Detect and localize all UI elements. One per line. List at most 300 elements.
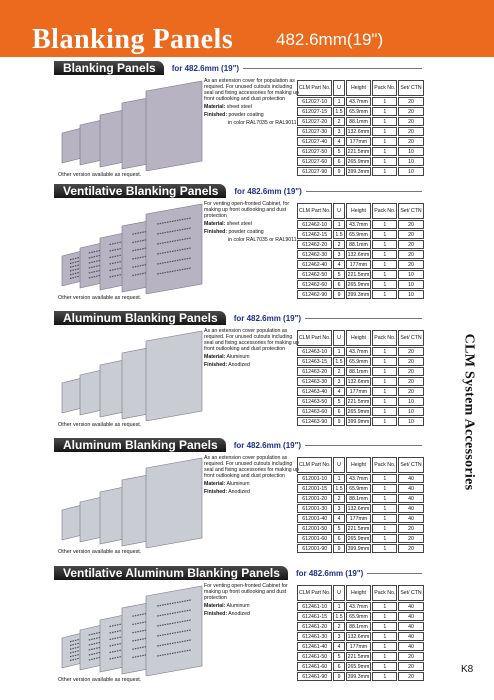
description-line: [204, 221, 300, 227]
table-cell: 177mm: [346, 387, 372, 396]
table-cell: 1: [372, 260, 397, 269]
description-line: [204, 237, 300, 243]
table-cell: 10: [398, 290, 423, 299]
column-header-part: CLM Part No.: [297, 80, 332, 96]
other-version-note: Other version available as request.: [58, 549, 142, 555]
table-row: [297, 260, 424, 269]
table-cell: 88.1mm: [346, 494, 372, 503]
description-text: For venting open-fronted Cabinet, for making up front outlooking and dust protection: [204, 201, 290, 219]
table-cell: 3: [333, 377, 344, 386]
table-cell: 20: [398, 524, 423, 533]
table-cell: 612463-20: [297, 367, 332, 376]
spec-table: [296, 202, 425, 300]
table-cell: 10: [398, 407, 423, 416]
table-cell: 612462-50: [297, 270, 332, 279]
table-cell: 399.3mm: [347, 673, 370, 680]
table-row: [297, 524, 424, 533]
table-cell: 1: [372, 367, 397, 376]
panel-plate: [146, 81, 202, 171]
table-cell: 1: [372, 387, 397, 396]
table-cell: 3: [333, 504, 344, 513]
table-cell: 20: [398, 534, 423, 543]
spec-table: [296, 79, 425, 177]
table-cell: 4: [333, 514, 344, 523]
table-cell: 612027-15: [297, 107, 332, 116]
section-rule: [306, 191, 422, 192]
table-cell: 612463-50: [297, 397, 332, 406]
table-row: [297, 250, 424, 259]
table-row: [297, 494, 424, 503]
table-cell: 1: [372, 632, 397, 641]
table-cell: 1: [372, 397, 397, 406]
section-rule: [305, 318, 422, 319]
description-label: Material:: [204, 221, 226, 227]
column-header-u: U: [333, 585, 344, 601]
section-description: [204, 78, 300, 128]
description-label: Finished:: [204, 362, 228, 368]
column-header-pack: Pack No.: [372, 457, 397, 473]
table-row: [297, 504, 424, 513]
table-cell: 1: [333, 602, 344, 611]
table-row: [297, 622, 424, 631]
table-cell: 612461-20: [297, 622, 332, 631]
table-cell: 221.5mm: [347, 148, 370, 155]
table-cell: 612461-90: [297, 672, 332, 681]
table-cell: 1: [372, 622, 397, 631]
table-cell: 4: [333, 387, 344, 396]
column-header-height: Height: [346, 457, 372, 473]
table-cell: 5: [333, 652, 344, 661]
table-cell: 612027-60: [297, 157, 332, 166]
section-header: [54, 184, 422, 198]
page-number: K8: [461, 664, 474, 675]
table-row: [297, 157, 424, 166]
table-cell: 177mm: [346, 514, 372, 523]
description-line: [204, 481, 300, 487]
panel-plate: [146, 331, 202, 421]
table-cell: 1: [372, 474, 397, 483]
table-cell: 399.9mm: [347, 418, 370, 425]
description-text: Aluminum: [225, 481, 250, 487]
table-cell: 20: [398, 107, 423, 116]
section-spec: for 482.6mm (19"): [233, 313, 302, 323]
table-row: [297, 474, 424, 483]
table-cell: 177mm: [346, 137, 372, 146]
table-cell: 612001-20: [297, 494, 332, 503]
table-cell: 1: [372, 167, 397, 176]
table-row: [297, 642, 424, 651]
table-cell: 1.5: [335, 108, 343, 115]
section-header: [54, 61, 422, 75]
table-cell: 1: [372, 504, 397, 513]
section-title: Aluminum Blanking Panels: [54, 438, 226, 452]
table-cell: 1.5: [335, 358, 343, 365]
section-rule: [243, 68, 422, 69]
table-cell: 612461-60: [297, 662, 332, 671]
description-text: in color RAL7035 or RAL9011: [228, 120, 297, 126]
table-cell: 40: [398, 494, 423, 503]
table-cell: 2: [333, 622, 344, 631]
description-text: powder coating: [227, 229, 264, 235]
product-section: [54, 438, 422, 558]
table-row: [297, 397, 424, 406]
table-row: [297, 514, 424, 523]
description-text: in color RAL7035 or RAL9011: [228, 237, 297, 243]
table-cell: 1: [372, 357, 397, 366]
table-cell: 132.6mm: [347, 505, 370, 512]
column-header-pack: Pack No.: [372, 330, 397, 346]
table-row: [297, 357, 424, 366]
column-header-pack: Pack No.: [372, 585, 397, 601]
table-cell: 88.1mm: [346, 622, 372, 631]
table-cell: 612001-90: [297, 544, 332, 553]
table-cell: 40: [398, 632, 423, 641]
table-header-row: [297, 457, 424, 473]
section-rule: [367, 573, 422, 574]
description-line: [204, 354, 300, 360]
table-cell: 612461-50: [297, 652, 332, 661]
table-cell: 9: [333, 417, 344, 426]
table-cell: 1: [372, 117, 397, 126]
table-cell: 43.7mm: [346, 474, 372, 483]
column-header-set: Set/ CTN: [398, 203, 423, 219]
description-text: As an extension cover for population as required. For unused cutouts including seal and fixing accessories for making up front outlooking and dust protection: [204, 78, 299, 102]
table-row: [297, 167, 424, 176]
table-cell: 5: [333, 524, 344, 533]
section-header: [54, 438, 422, 452]
table-row: [297, 484, 424, 493]
table-cell: 399.3mm: [347, 168, 370, 175]
table-header-row: [297, 203, 424, 219]
description-label: Finished:: [204, 229, 228, 235]
table-cell: 132.6mm: [347, 128, 370, 135]
description-text: Aluminum: [225, 354, 250, 360]
table-cell: 3: [333, 250, 344, 259]
table-row: [297, 632, 424, 641]
table-cell: 177mm: [346, 642, 372, 651]
other-version-note: Other version available as request.: [58, 295, 142, 301]
spec-table: [296, 456, 425, 554]
table-row: [297, 117, 424, 126]
table-cell: 132.6mm: [347, 251, 370, 258]
table-cell: 2: [333, 240, 344, 249]
column-header-u: U: [333, 457, 344, 473]
table-cell: 20: [398, 260, 423, 269]
table-row: [297, 602, 424, 611]
table-row: [297, 612, 424, 621]
description-line: [204, 78, 300, 102]
table-cell: 20: [398, 367, 423, 376]
table-cell: 1: [372, 602, 397, 611]
table-cell: 88.1mm: [346, 367, 372, 376]
table-cell: 4: [333, 642, 344, 651]
table-cell: 6: [333, 534, 344, 543]
table-cell: 612462-15: [297, 230, 332, 239]
page-subtitle: 482.6mm(19"): [276, 30, 384, 49]
table-row: [297, 97, 424, 106]
product-section: [54, 184, 422, 304]
table-row: [297, 230, 424, 239]
table-cell: 399.3mm: [347, 291, 370, 298]
description-text: sheet steel: [225, 221, 252, 227]
table-cell: 20: [398, 652, 423, 661]
table-cell: 20: [398, 357, 423, 366]
table-cell: 20: [398, 347, 423, 356]
table-cell: 6: [333, 157, 344, 166]
table-cell: 1: [333, 220, 344, 229]
table-cell: 221.5mm: [347, 525, 370, 532]
table-cell: 10: [398, 397, 423, 406]
header-banner: [0, 0, 494, 57]
table-cell: 612463-90: [297, 417, 332, 426]
section-spec: for 482.6mm (19"): [295, 568, 364, 578]
page-title: Blanking Panels: [32, 24, 234, 55]
table-cell: 5: [333, 147, 344, 156]
table-cell: 20: [398, 662, 423, 671]
table-cell: 1: [372, 494, 397, 503]
description-label: Finished:: [204, 112, 228, 118]
description-line: [204, 489, 300, 495]
table-cell: 132.6mm: [347, 633, 370, 640]
table-cell: 20: [398, 387, 423, 396]
table-cell: 612463-10: [297, 347, 332, 356]
description-line: [204, 583, 300, 601]
table-cell: 40: [398, 484, 423, 493]
table-cell: 612027-30: [297, 127, 332, 136]
table-cell: 20: [398, 672, 423, 681]
table-cell: 1: [372, 127, 397, 136]
table-cell: 1: [372, 524, 397, 533]
description-label: Finished:: [204, 489, 228, 495]
table-cell: 20: [398, 250, 423, 259]
table-cell: 612461-10: [297, 602, 332, 611]
description-text: sheet steel: [225, 104, 252, 110]
table-cell: 1: [372, 612, 397, 621]
description-text: powder coating: [227, 112, 264, 118]
table-cell: 1: [372, 147, 397, 156]
table-cell: 1.5: [335, 613, 343, 620]
column-header-pack: Pack No.: [372, 80, 397, 96]
product-section: [54, 61, 422, 181]
table-cell: 265.9mm: [347, 408, 370, 415]
table-cell: 612027-50: [297, 147, 332, 156]
table-cell: 20: [398, 230, 423, 239]
table-cell: 1.5: [335, 485, 343, 492]
table-cell: 40: [398, 474, 423, 483]
column-header-set: Set/ CTN: [398, 457, 423, 473]
table-cell: 612001-15: [297, 484, 332, 493]
table-row: [297, 270, 424, 279]
table-row: [297, 137, 424, 146]
table-header-row: [297, 585, 424, 601]
table-cell: 6: [333, 662, 344, 671]
description-line: [204, 611, 300, 617]
description-label: Material:: [204, 603, 226, 609]
table-row: [297, 534, 424, 543]
table-cell: 1: [372, 407, 397, 416]
table-cell: 1: [372, 290, 397, 299]
table-cell: 43.7mm: [346, 602, 372, 611]
table-cell: 20: [398, 137, 423, 146]
table-cell: 1: [372, 240, 397, 249]
table-cell: 65.9mm: [346, 107, 372, 116]
section-description: [204, 201, 300, 245]
table-cell: 1: [372, 280, 397, 289]
table-row: [297, 127, 424, 136]
table-cell: 1: [333, 97, 344, 106]
table-cell: 10: [398, 417, 423, 426]
description-line: [204, 328, 300, 352]
section-title: Blanking Panels: [54, 61, 164, 75]
table-row: [297, 377, 424, 386]
description-line: [204, 229, 300, 235]
side-label: [444, 302, 492, 522]
table-cell: 10: [398, 280, 423, 289]
table-row: [297, 387, 424, 396]
table-cell: 5: [333, 270, 344, 279]
table-cell: 612461-40: [297, 642, 332, 651]
column-header-set: Set/ CTN: [398, 80, 423, 96]
description-text: For venting open-fronted Cabinet for making up front outlooking and dust protection: [204, 583, 288, 601]
table-cell: 20: [398, 117, 423, 126]
table-cell: 612027-90: [297, 167, 332, 176]
description-text: Anodized: [227, 611, 250, 617]
table-cell: 612463-40: [297, 387, 332, 396]
section-description: [204, 583, 300, 619]
table-cell: 265.9mm: [347, 663, 370, 670]
column-header-set: Set/ CTN: [398, 585, 423, 601]
table-cell: 1: [372, 544, 397, 553]
table-cell: 177mm: [346, 260, 372, 269]
column-header-height: Height: [346, 80, 372, 96]
table-cell: 1: [333, 474, 344, 483]
panel-photo: [58, 79, 204, 171]
table-cell: 612001-30: [297, 504, 332, 513]
table-cell: 1: [372, 662, 397, 671]
table-row: [297, 652, 424, 661]
table-row: [297, 290, 424, 299]
section-description: [204, 455, 300, 497]
section-rule: [305, 445, 422, 446]
description-line: [204, 112, 300, 118]
description-line: [204, 362, 300, 368]
table-cell: 1: [372, 270, 397, 279]
table-row: [297, 280, 424, 289]
table-cell: 43.7mm: [346, 347, 372, 356]
table-cell: 65.9mm: [346, 612, 372, 621]
table-row: [297, 240, 424, 249]
table-row: [297, 407, 424, 416]
table-cell: 1: [372, 672, 397, 681]
column-header-set: Set/ CTN: [398, 330, 423, 346]
table-cell: 1: [372, 377, 397, 386]
panel-photo: [58, 456, 204, 548]
table-cell: 65.9mm: [346, 230, 372, 239]
table-cell: 612027-20: [297, 117, 332, 126]
other-version-note: Other version available as request.: [58, 677, 142, 683]
column-header-height: Height: [346, 203, 372, 219]
table-cell: 20: [398, 127, 423, 136]
description-line: [204, 603, 300, 609]
table-cell: 20: [398, 220, 423, 229]
table-cell: 265.9mm: [347, 535, 370, 542]
description-text: Aluminum: [225, 603, 250, 609]
table-cell: 612027-10: [297, 97, 332, 106]
description-text: Anodized: [227, 362, 250, 368]
table-cell: 265.9mm: [347, 158, 370, 165]
table-cell: 20: [398, 240, 423, 249]
column-header-part: CLM Part No.: [297, 457, 332, 473]
table-cell: 612461-30: [297, 632, 332, 641]
table-cell: 1: [372, 642, 397, 651]
table-cell: 9: [333, 167, 344, 176]
product-section: [54, 566, 422, 686]
table-cell: 2: [333, 367, 344, 376]
table-row: [297, 347, 424, 356]
table-cell: 6: [333, 280, 344, 289]
column-header-height: Height: [346, 330, 372, 346]
table-cell: 40: [398, 622, 423, 631]
table-cell: 4: [333, 137, 344, 146]
panel-plate: [146, 458, 202, 548]
description-label: Material:: [204, 104, 226, 110]
table-cell: 3: [333, 127, 344, 136]
table-cell: 88.1mm: [346, 240, 372, 249]
table-cell: 1: [372, 157, 397, 166]
table-cell: 6: [333, 407, 344, 416]
table-cell: 1: [372, 230, 397, 239]
panel-photo: [58, 202, 204, 294]
table-cell: 132.6mm: [347, 378, 370, 385]
product-section: [54, 311, 422, 431]
table-cell: 88.1mm: [346, 117, 372, 126]
description-line: [204, 201, 300, 219]
other-version-note: Other version available as request.: [58, 172, 142, 178]
column-header-part: CLM Part No.: [297, 330, 332, 346]
table-cell: 612462-40: [297, 260, 332, 269]
table-row: [297, 107, 424, 116]
table-cell: 20: [398, 544, 423, 553]
description-line: [204, 455, 300, 479]
table-cell: 612001-50: [297, 524, 332, 533]
column-header-height: Height: [346, 585, 372, 601]
table-cell: 10: [398, 270, 423, 279]
table-cell: 10: [398, 157, 423, 166]
table-cell: 2: [333, 117, 344, 126]
table-row: [297, 220, 424, 229]
spec-table: [296, 584, 425, 682]
table-cell: 40: [398, 514, 423, 523]
table-cell: 40: [398, 642, 423, 651]
table-cell: 612462-60: [297, 280, 332, 289]
description-label: Material:: [204, 354, 226, 360]
section-header: [54, 311, 422, 325]
table-cell: 1: [372, 514, 397, 523]
description-label: Material:: [204, 481, 226, 487]
side-label-text: CLM System Accessories: [461, 333, 476, 491]
table-cell: 399.9mm: [347, 545, 370, 552]
panel-photo: [58, 584, 204, 676]
table-cell: 612462-10: [297, 220, 332, 229]
description-label: Finished:: [204, 611, 228, 617]
description-line: [204, 120, 300, 126]
table-cell: 1: [372, 137, 397, 146]
table-row: [297, 672, 424, 681]
table-cell: 1.5: [335, 231, 343, 238]
table-cell: 43.7mm: [346, 97, 372, 106]
table-cell: 265.9mm: [347, 281, 370, 288]
table-cell: 65.9mm: [346, 484, 372, 493]
